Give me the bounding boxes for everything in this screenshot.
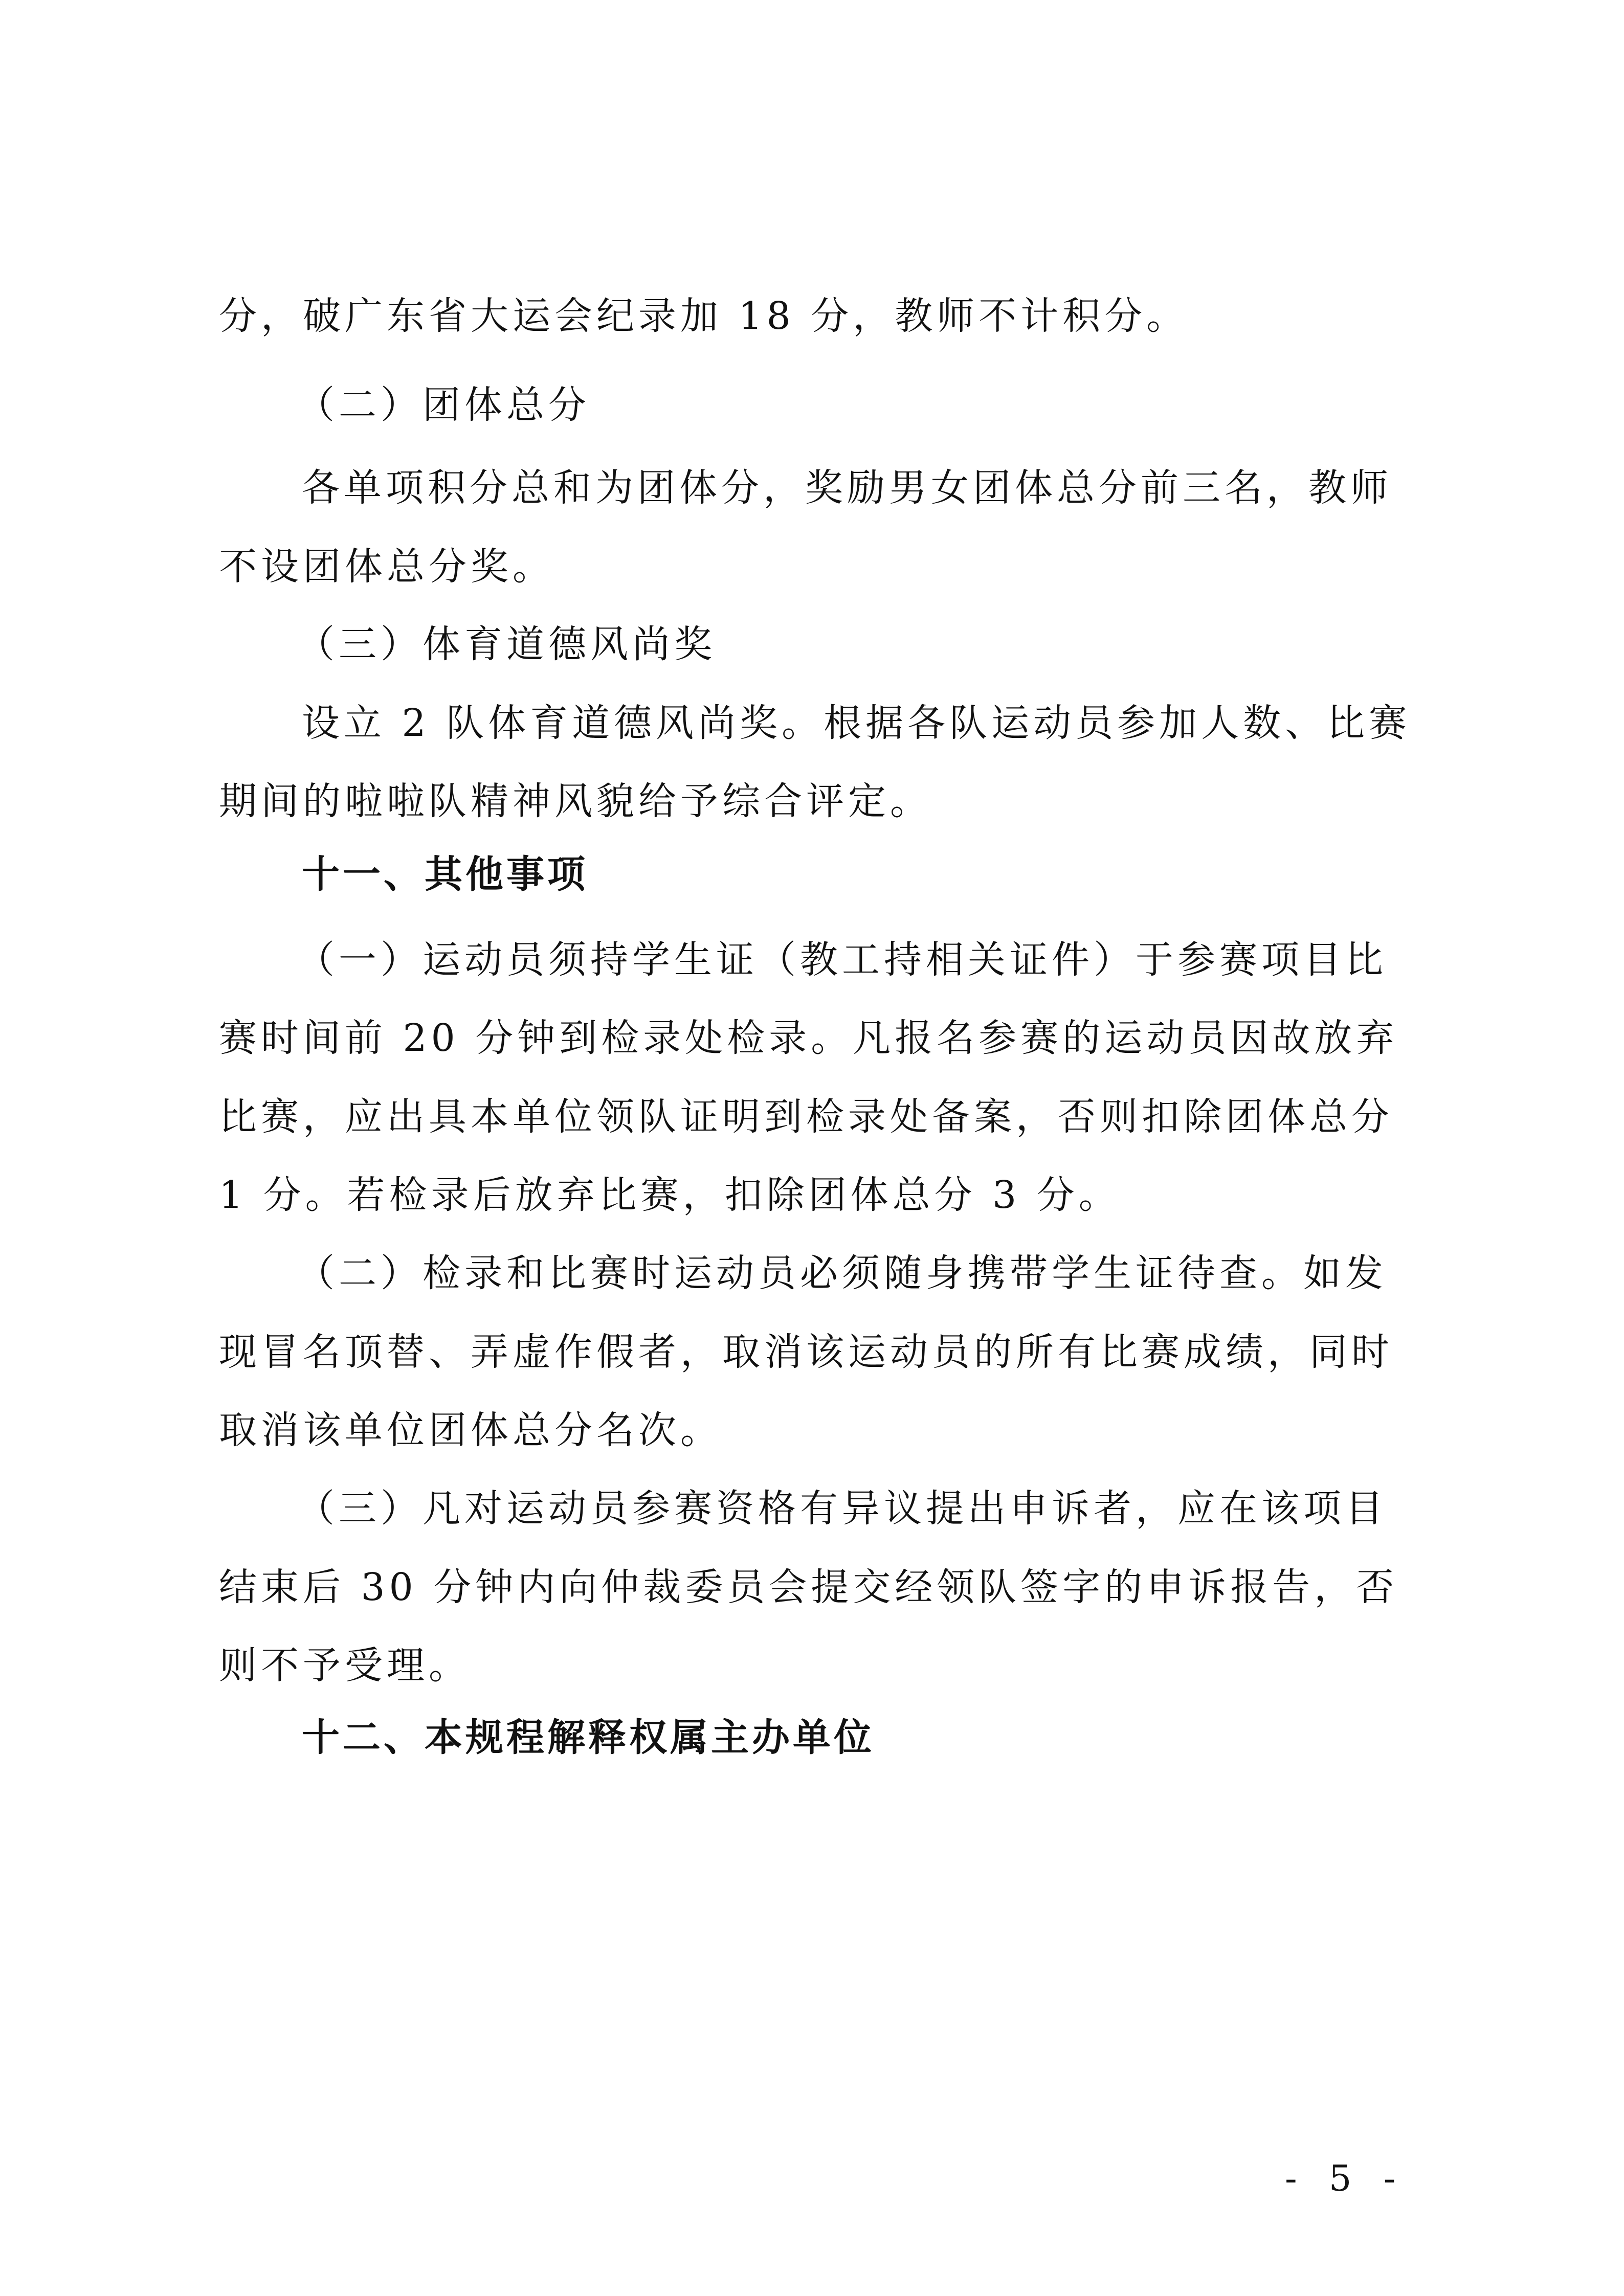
text-line: 各单项积分总和为团体分，奖励男女团体总分前三名，教师 [302,466,1392,510]
text-line: 1 分。若检录后放弃比赛，扣除团体总分 3 分。 [219,1173,1121,1217]
section-heading-interpretation: 十二、本规程解释权属主办单位 [302,1716,875,1760]
text-line: 设立 2 队体育道德风尚奖。根据各队运动员参加人数、比赛 [302,701,1411,745]
subheading-sportsmanship-award: （三）体育道德风尚奖 [297,622,716,666]
text-line: （一）运动员须持学生证（教工持相关证件）于参赛项目比 [297,938,1387,982]
text-line: 则不予受理。 [219,1644,471,1687]
text-line: （三）凡对运动员参赛资格有异议提出申诉者，应在该项目 [297,1487,1387,1530]
text-line: 现冒名顶替、弄虚作假者，取消该运动员的所有比赛成绩，同时 [219,1330,1393,1374]
text-line: 不设团体总分奖。 [219,545,554,589]
subheading-team-total: （二）团体总分 [297,383,590,427]
text-line: 分，破广东省大运会纪录加 18 分，教师不计积分。 [219,294,1189,338]
text-line: 结束后 30 分钟内向仲裁委员会提交经领队签字的申诉报告，否 [219,1565,1398,1609]
page-number: - 5 - [1285,2157,1406,2199]
text-line: 赛时间前 20 分钟到检录处检录。凡报名参赛的运动员因故放弃 [219,1016,1398,1060]
section-heading-other-matters: 十一、其他事项 [302,852,588,896]
text-line: 取消该单位团体总分名次。 [219,1408,722,1452]
text-line: （二）检录和比赛时运动员必须随身携带学生证待查。如发 [297,1251,1387,1295]
text-line: 期间的啦啦队精神风貌给予综合评定。 [219,779,932,823]
text-line: 比赛，应出具本单位领队证明到检录处备案，否则扣除团体总分 [219,1095,1393,1139]
